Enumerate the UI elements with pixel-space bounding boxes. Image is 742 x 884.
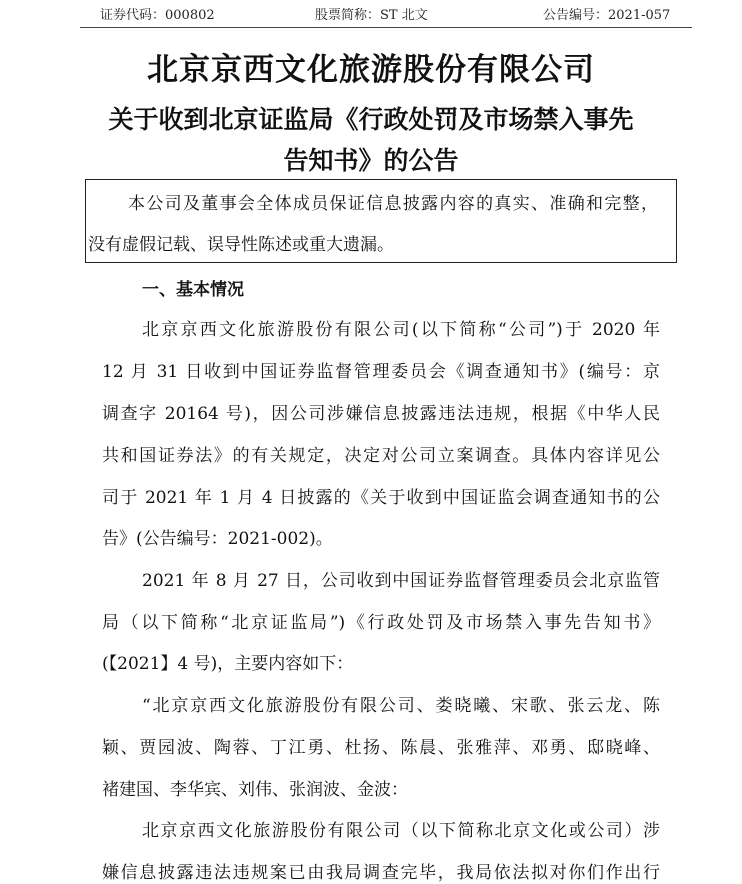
quoted-line: 颖、贾园波、陶蓉、丁江勇、杜扬、陈晨、张雅萍、邓勇、邸晓峰、 xyxy=(102,738,660,758)
stock-code: 证券代码：000802 xyxy=(100,8,215,23)
page-header xyxy=(100,4,675,24)
paragraph-line: 共和国证券法》的有关规定，决定对公司立案调查。具体内容详见公 xyxy=(102,446,660,466)
paragraph-line: 北京京西文化旅游股份有限公司(以下简称“公司”)于 2020 年 xyxy=(142,320,660,340)
statement-line2: 没有虚假记载、误导性陈述或重大遗漏。 xyxy=(88,235,394,255)
paragraph-line: 2021 年 8 月 27 日，公司收到中国证券监督管理委员会北京监管 xyxy=(142,571,660,591)
quoted-line: “北京京西文化旅游股份有限公司、娄晓曦、宋歌、张云龙、陈 xyxy=(142,696,660,716)
paragraph-line: 告》(公告编号：2021-002)。 xyxy=(102,529,333,549)
statement-line1: 本公司及董事会全体成员保证信息披露内容的真实、准确和完整， xyxy=(128,194,658,214)
paragraph-line: 调查字 20164 号)，因公司涉嫌信息披露违法违规，根据《中华人民 xyxy=(102,404,660,424)
stock-name: 股票简称：ST 北文 xyxy=(315,8,428,23)
paragraph-line: 司于 2021 年 1 月 4 日披露的《关于收到中国证监会调查通知书的公 xyxy=(102,488,660,508)
paragraph-line: 局（以下简称“北京证监局”)《行政处罚及市场禁入事先告知书》 xyxy=(102,613,660,633)
company-title: 北京京西文化旅游股份有限公司 xyxy=(147,52,595,88)
paragraph-line: 嫌信息披露违法违规案已由我局调查完毕，我局依法拟对你们作出行 xyxy=(102,863,660,883)
notice-subtitle-line1: 关于收到北京证监局《行政处罚及市场禁入事先 xyxy=(108,105,634,134)
quoted-line: 褚建国、李华宾、刘伟、张润波、金波： xyxy=(102,780,408,800)
paragraph-line: 12 月 31 日收到中国证券监督管理委员会《调查通知书》(编号：京 xyxy=(102,362,660,382)
section-heading: 一、基本情况 xyxy=(142,280,244,300)
notice-number: 公告编号：2021-057 xyxy=(543,8,671,23)
paragraph-line: (【2021】4 号)，主要内容如下： xyxy=(102,654,354,674)
notice-subtitle-line2: 告知书》的公告 xyxy=(283,146,459,175)
paragraph-line: 北京京西文化旅游股份有限公司（以下简称北京文化或公司）涉 xyxy=(142,821,660,841)
header-divider xyxy=(80,27,692,28)
